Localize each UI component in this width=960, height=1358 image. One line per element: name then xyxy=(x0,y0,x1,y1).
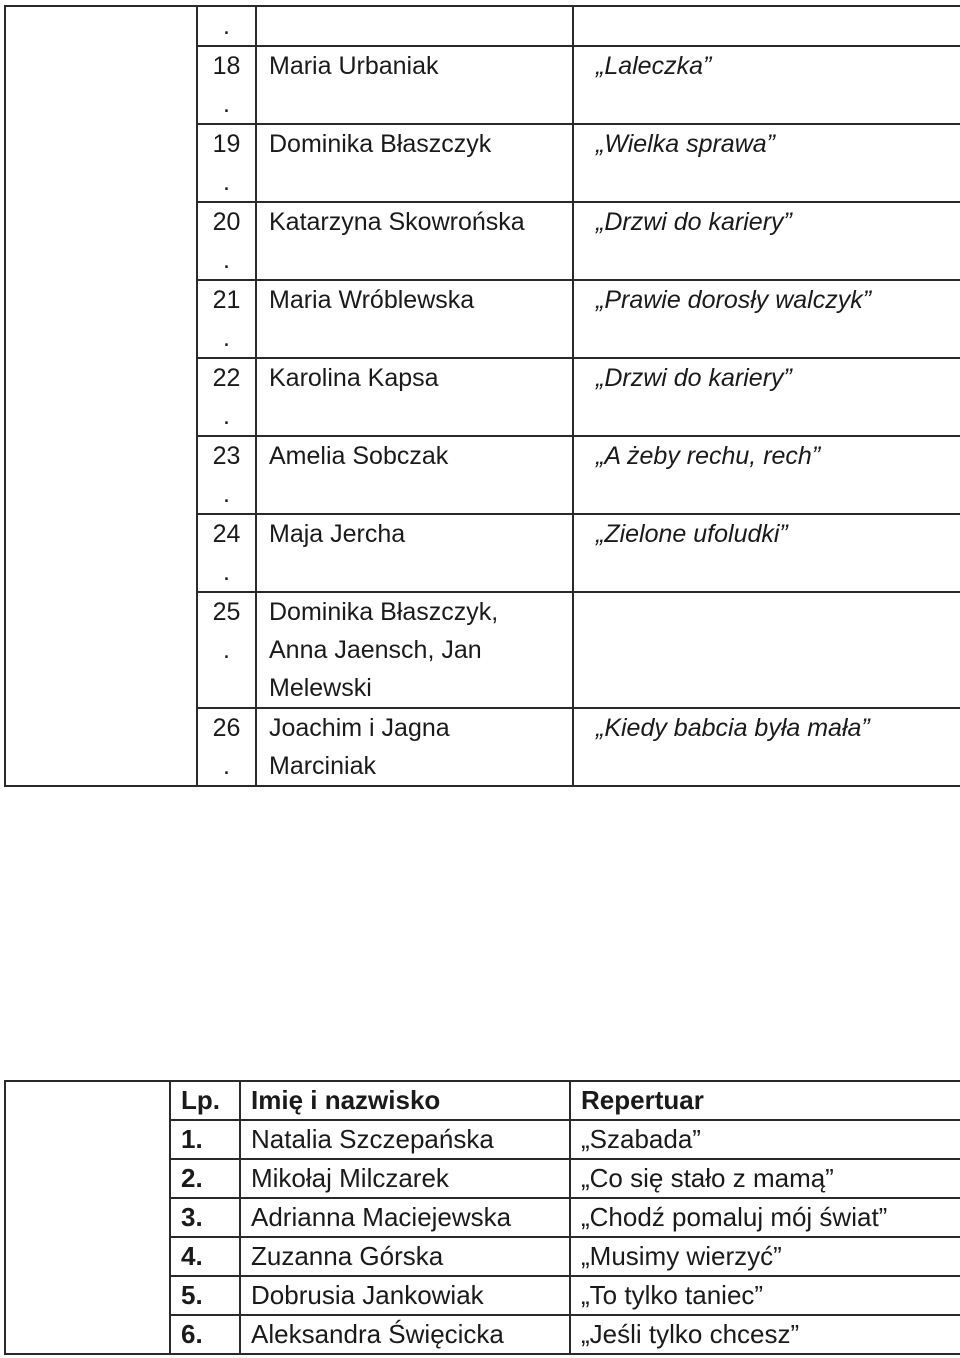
performer-name-line: Anna Jaensch, Jan xyxy=(269,636,482,664)
contestants-table-continued xyxy=(4,5,960,787)
performer-name: Dobrusia Jankowiak xyxy=(240,1276,570,1315)
performer-name-line: Melewski xyxy=(269,674,372,702)
song-title: „Zielone ufoludki” xyxy=(573,514,960,592)
empty-left-column xyxy=(5,6,197,786)
row-number: 5. xyxy=(170,1276,240,1315)
song-title: „A żeby rechu, rech” xyxy=(573,436,960,514)
row-number: 19 xyxy=(212,130,241,158)
row-dot: . xyxy=(223,324,230,352)
performer-name xyxy=(256,592,573,708)
performer-name: Natalia Szczepańska xyxy=(240,1120,570,1159)
row-number: 1. xyxy=(170,1120,240,1159)
empty-left-column xyxy=(5,1081,170,1354)
table-row xyxy=(5,6,960,46)
contestants-table xyxy=(4,1080,960,1355)
song-title: „Jeśli tylko chcesz” xyxy=(570,1315,960,1354)
performer-name: Dominika Błaszczyk xyxy=(256,124,573,202)
song-title: „Laleczka” xyxy=(573,46,960,124)
row-dot: . xyxy=(223,636,230,664)
performer-name-line: Marciniak xyxy=(269,752,376,780)
song-title: „Prawie dorosły walczyk” xyxy=(573,280,960,358)
song-title: „Co się stało z mamą” xyxy=(570,1159,960,1198)
row-dot: . xyxy=(223,246,230,274)
song-title xyxy=(573,592,960,708)
performer-name: Adrianna Maciejewska xyxy=(240,1198,570,1237)
row-number: 3. xyxy=(170,1198,240,1237)
row-number: 21 xyxy=(212,286,241,314)
row-number: 6. xyxy=(170,1315,240,1354)
row-dot: . xyxy=(223,558,230,586)
column-header-lp: Lp. xyxy=(170,1081,240,1120)
row-number: 20 xyxy=(212,208,241,236)
row-dot: . xyxy=(223,168,230,196)
song-title: „Kiedy babcia była mała” xyxy=(573,708,960,786)
performer-name: Mikołaj Milczarek xyxy=(240,1159,570,1198)
table-header-row xyxy=(5,1081,960,1120)
performer-name: Karolina Kapsa xyxy=(256,358,573,436)
column-header-name: Imię i nazwisko xyxy=(240,1081,570,1120)
row-dot: . xyxy=(223,752,230,780)
song-title: „Musimy wierzyć” xyxy=(570,1237,960,1276)
row-dot: . xyxy=(223,12,230,40)
row-number: 2. xyxy=(170,1159,240,1198)
row-number-cell xyxy=(197,6,256,46)
row-number: 4. xyxy=(170,1237,240,1276)
performer-name: Katarzyna Skowrońska xyxy=(256,202,573,280)
performer-name-line: Dominika Błaszczyk, xyxy=(269,598,499,626)
performer-name: Aleksandra Święcicka xyxy=(240,1315,570,1354)
row-number: 23 xyxy=(212,442,241,470)
song-title: „Szabada” xyxy=(570,1120,960,1159)
performer-name: Maria Urbaniak xyxy=(256,46,573,124)
row-dot: . xyxy=(223,480,230,508)
row-number: 22 xyxy=(212,364,241,392)
row-dot: . xyxy=(223,402,230,430)
performer-name: Zuzanna Górska xyxy=(240,1237,570,1276)
performer-name xyxy=(256,708,573,786)
performer-name-line: Joachim i Jagna xyxy=(269,714,450,742)
row-number: 18 xyxy=(212,52,241,80)
song-title: „Wielka sprawa” xyxy=(573,124,960,202)
row-dot: . xyxy=(223,90,230,118)
song-title: „Drzwi do kariery” xyxy=(573,358,960,436)
performer-name: Amelia Sobczak xyxy=(256,436,573,514)
performer-name: Maja Jercha xyxy=(256,514,573,592)
row-number: 25 xyxy=(212,598,241,626)
column-header-repertoire: Repertuar xyxy=(570,1081,960,1120)
song-title: „To tylko taniec” xyxy=(570,1276,960,1315)
song-title: „Drzwi do kariery” xyxy=(573,202,960,280)
song-title: „Chodź pomaluj mój świat” xyxy=(570,1198,960,1237)
row-number: 24 xyxy=(212,520,241,548)
performer-name: Maria Wróblewska xyxy=(256,280,573,358)
row-number: 26 xyxy=(212,714,241,742)
